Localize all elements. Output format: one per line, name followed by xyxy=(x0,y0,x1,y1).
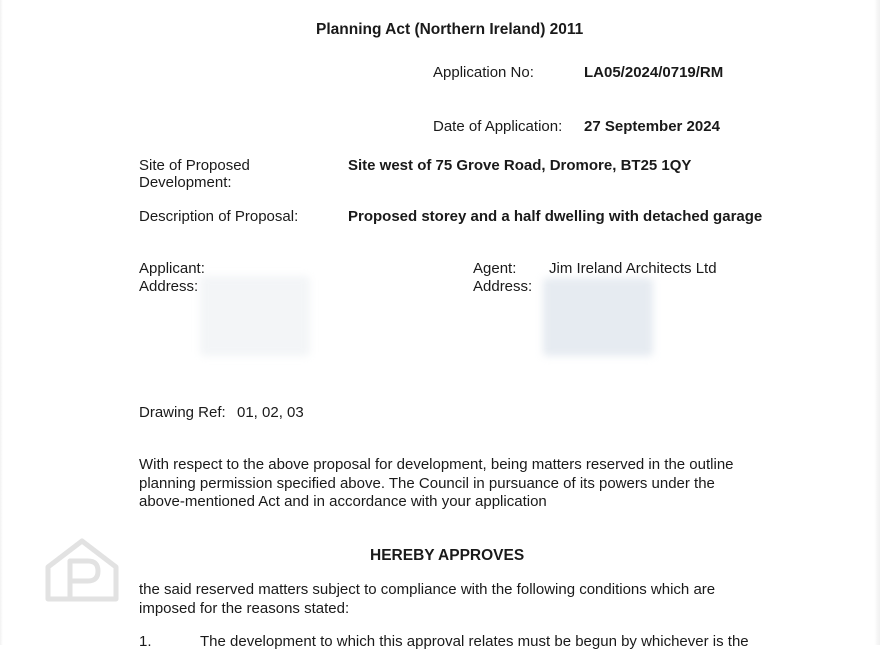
drawing-ref-value: 01, 02, 03 xyxy=(237,404,304,421)
intro-paragraph: With respect to the above proposal for development, being matters reserved in the outline planning permission specified above. The Council in pursuance of its powers under the above-mentioned Act and in accordance with your application xyxy=(139,456,734,510)
agent-address-redaction xyxy=(543,278,653,356)
applicant-address-redaction xyxy=(200,276,310,356)
application-no-value: LA05/2024/0719/RM xyxy=(584,64,724,81)
applicant-address-label: Address: xyxy=(139,278,199,295)
agent-address-label: Address: xyxy=(473,278,533,295)
proposal-value: Proposed storey and a half dwelling with detached garage xyxy=(348,208,763,225)
date-of-application-label: Date of Application: xyxy=(433,118,563,135)
applicant-label: Applicant: xyxy=(139,260,205,277)
site-value: Site west of 75 Grove Road, Dromore, BT25 1QY xyxy=(348,157,692,174)
date-of-application-value: 27 September 2024 xyxy=(584,118,720,135)
site-label-line1: Site of Proposed xyxy=(139,157,250,174)
page-right-shadow xyxy=(874,0,880,645)
drawing-ref-label: Drawing Ref: xyxy=(139,404,226,421)
property-pal-logo-icon xyxy=(44,537,120,603)
page-left-shadow xyxy=(0,0,3,645)
agent-value: Jim Ireland Architects Ltd xyxy=(549,260,717,277)
hereby-approves-heading: HEREBY APPROVES xyxy=(370,547,525,564)
proposal-label: Description of Proposal: xyxy=(139,208,299,225)
subject-paragraph: the said reserved matters subject to compliance with the following conditions which are imposed for the reasons stated: xyxy=(139,581,716,617)
condition-text: The development to which this approval relates must be begun by whichever is the xyxy=(200,633,749,650)
act-title: Planning Act (Northern Ireland) 2011 xyxy=(316,21,584,38)
agent-label: Agent: xyxy=(473,260,517,277)
application-no-label: Application No: xyxy=(433,64,534,81)
condition-number: 1. xyxy=(139,633,152,650)
site-label-line2: Development: xyxy=(139,174,232,191)
